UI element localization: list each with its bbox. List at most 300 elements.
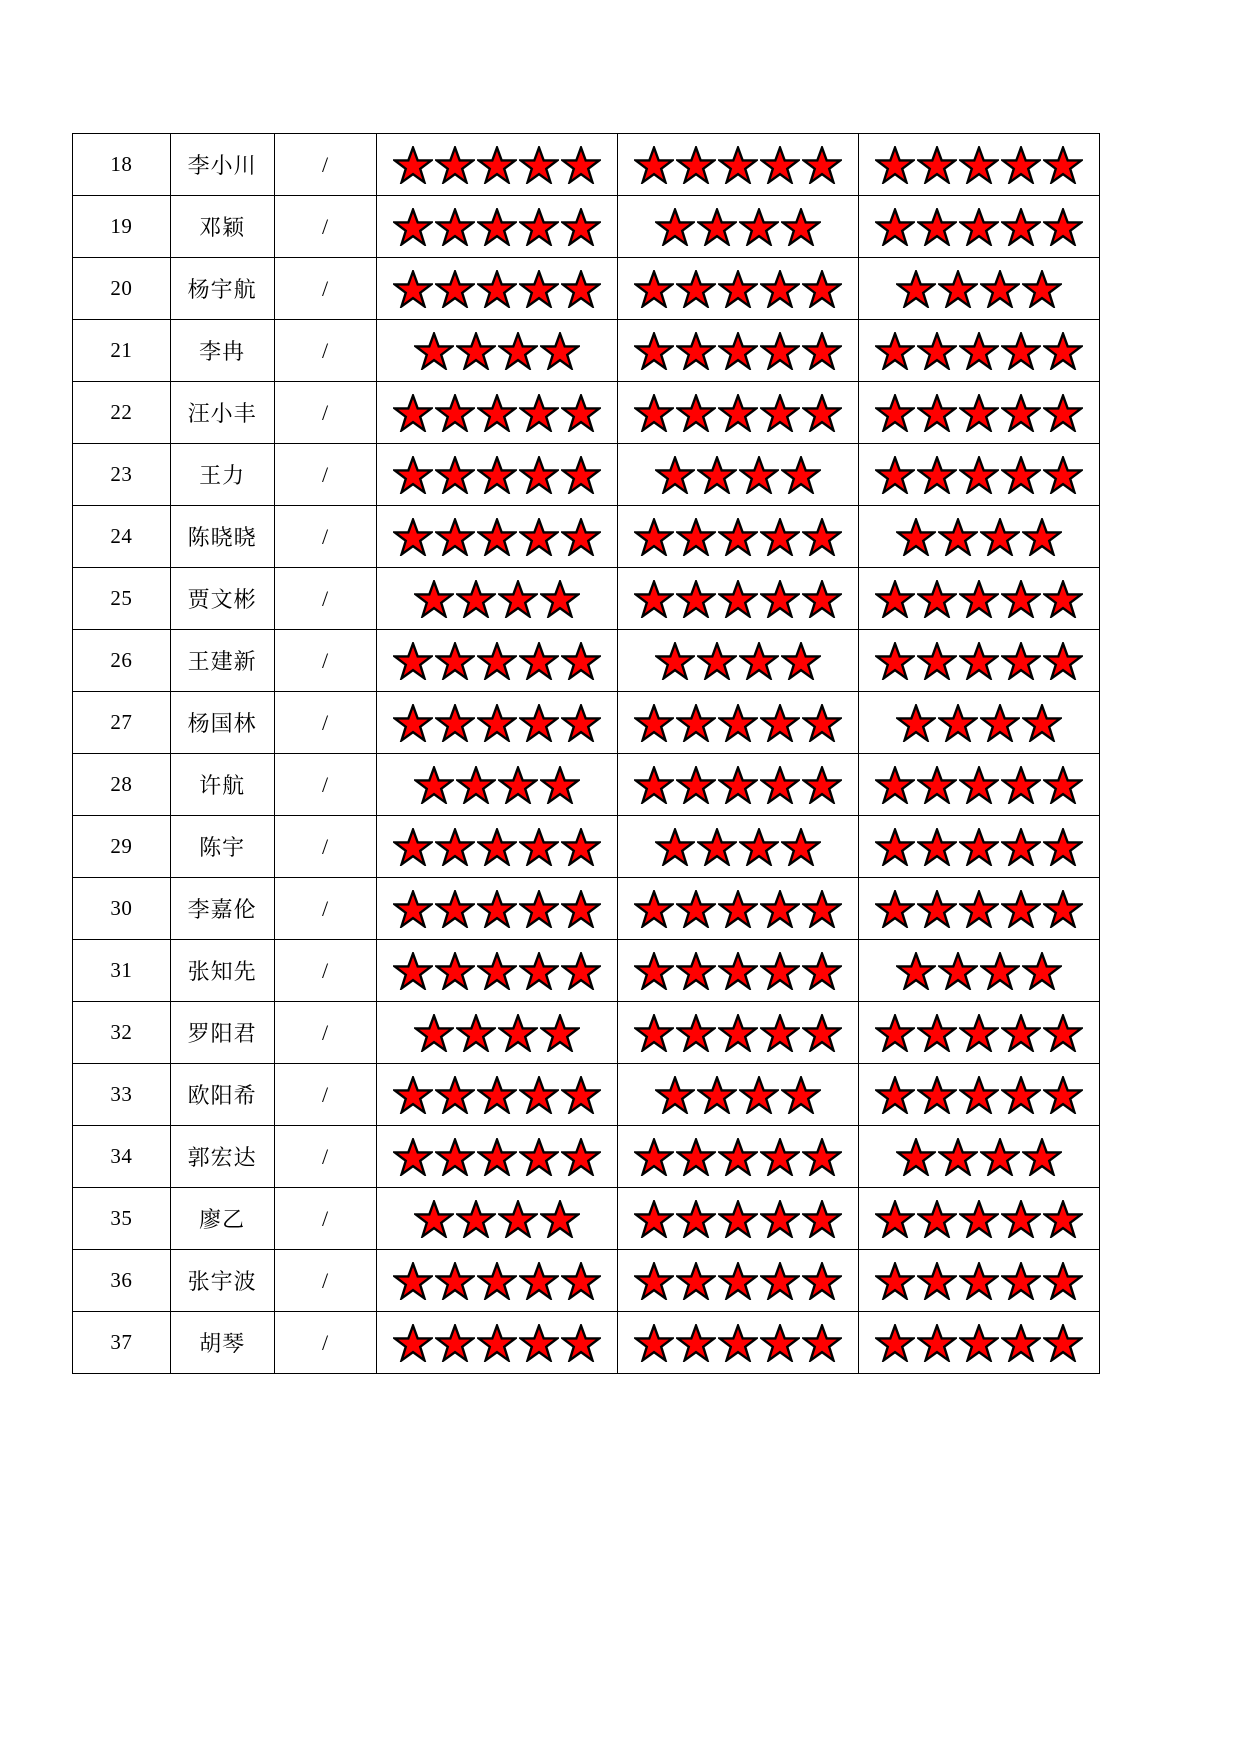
star-icon (938, 1138, 978, 1176)
star-group (618, 320, 858, 381)
row-person-name: 王力 (170, 444, 274, 506)
row-person-name: 欧阳希 (170, 1064, 274, 1126)
star-icon (959, 146, 999, 184)
star-icon (896, 1138, 936, 1176)
star-icon (676, 1200, 716, 1238)
star-icon (456, 580, 496, 618)
star-icon (498, 1014, 538, 1052)
star-icon (875, 766, 915, 804)
star-icon (498, 332, 538, 370)
star-group (377, 1250, 617, 1311)
star-icon (676, 580, 716, 618)
star-icon (959, 456, 999, 494)
star-icon (676, 394, 716, 432)
row-star-rating (858, 382, 1099, 444)
star-icon (519, 518, 559, 556)
row-person-name: 李冉 (170, 320, 274, 382)
row-star-rating (376, 692, 617, 754)
row-star-rating (858, 196, 1099, 258)
row-star-rating (376, 196, 617, 258)
star-group (859, 692, 1099, 753)
star-group (859, 320, 1099, 381)
star-icon (781, 208, 821, 246)
row-star-rating (858, 258, 1099, 320)
star-icon (519, 828, 559, 866)
star-icon (760, 394, 800, 432)
star-icon (477, 146, 517, 184)
star-icon (477, 1138, 517, 1176)
star-icon (718, 952, 758, 990)
star-icon (456, 1014, 496, 1052)
row-star-rating (376, 444, 617, 506)
star-icon (540, 580, 580, 618)
star-icon (634, 1014, 674, 1052)
star-icon (561, 146, 601, 184)
row-person-name: 贾文彬 (170, 568, 274, 630)
row-star-rating (617, 320, 858, 382)
star-icon (959, 766, 999, 804)
star-icon (896, 270, 936, 308)
table-row (73, 1126, 1100, 1188)
star-icon (676, 332, 716, 370)
star-icon (393, 146, 433, 184)
star-icon (875, 1262, 915, 1300)
star-icon (959, 1324, 999, 1362)
table-row (73, 1064, 1100, 1126)
star-group (618, 630, 858, 691)
row-star-rating (376, 816, 617, 878)
star-icon (393, 270, 433, 308)
star-icon (561, 952, 601, 990)
star-icon (435, 1138, 475, 1176)
star-icon (1001, 890, 1041, 928)
star-icon (1022, 518, 1062, 556)
table-row (73, 134, 1100, 196)
star-group (377, 1002, 617, 1063)
row-star-rating (376, 630, 617, 692)
star-icon (1001, 828, 1041, 866)
star-icon (676, 704, 716, 742)
table-row (73, 754, 1100, 816)
star-icon (760, 704, 800, 742)
row-star-rating (858, 444, 1099, 506)
star-icon (435, 394, 475, 432)
star-icon (697, 828, 737, 866)
row-person-name: 张知先 (170, 940, 274, 1002)
star-icon (519, 642, 559, 680)
star-group (859, 630, 1099, 691)
star-icon (917, 1262, 957, 1300)
star-icon (760, 146, 800, 184)
star-group (618, 196, 858, 257)
star-icon (477, 704, 517, 742)
star-icon (718, 1200, 758, 1238)
star-icon (697, 456, 737, 494)
star-icon (477, 1324, 517, 1362)
star-icon (802, 1324, 842, 1362)
row-star-rating (376, 1002, 617, 1064)
star-icon (435, 890, 475, 928)
star-icon (760, 332, 800, 370)
star-icon (802, 890, 842, 928)
star-icon (959, 1262, 999, 1300)
star-icon (1043, 146, 1083, 184)
star-group (859, 1312, 1099, 1373)
star-icon (393, 952, 433, 990)
star-group (618, 382, 858, 443)
row-index: 19 (73, 196, 171, 258)
row-star-rating (617, 940, 858, 1002)
row-star-rating (376, 940, 617, 1002)
star-group (859, 196, 1099, 257)
row-star-rating (376, 506, 617, 568)
star-icon (634, 1262, 674, 1300)
star-group (859, 754, 1099, 815)
star-group (377, 878, 617, 939)
star-group (618, 1002, 858, 1063)
star-icon (1022, 1138, 1062, 1176)
star-icon (917, 828, 957, 866)
star-group (859, 134, 1099, 195)
star-icon (435, 642, 475, 680)
star-icon (519, 146, 559, 184)
row-star-rating (376, 1188, 617, 1250)
star-icon (718, 270, 758, 308)
star-group (618, 692, 858, 753)
star-icon (655, 642, 695, 680)
star-icon (519, 1076, 559, 1114)
star-icon (917, 394, 957, 432)
star-icon (938, 704, 978, 742)
row-star-rating (617, 568, 858, 630)
star-icon (435, 518, 475, 556)
star-group (618, 568, 858, 629)
star-icon (959, 580, 999, 618)
star-icon (561, 890, 601, 928)
star-icon (802, 952, 842, 990)
table-row (73, 506, 1100, 568)
star-icon (896, 952, 936, 990)
star-icon (561, 1138, 601, 1176)
star-icon (718, 394, 758, 432)
star-icon (875, 890, 915, 928)
row-star-rating (858, 134, 1099, 196)
row-index: 34 (73, 1126, 171, 1188)
star-group (377, 506, 617, 567)
star-icon (917, 1324, 957, 1362)
star-icon (435, 270, 475, 308)
star-icon (697, 642, 737, 680)
star-icon (959, 642, 999, 680)
row-person-name: 郭宏达 (170, 1126, 274, 1188)
star-icon (561, 208, 601, 246)
star-icon (414, 766, 454, 804)
star-icon (655, 456, 695, 494)
row-index: 29 (73, 816, 171, 878)
star-icon (498, 580, 538, 618)
star-icon (1001, 766, 1041, 804)
star-icon (1043, 1262, 1083, 1300)
star-group (377, 134, 617, 195)
table-row (73, 1002, 1100, 1064)
star-icon (414, 332, 454, 370)
row-person-name: 杨国林 (170, 692, 274, 754)
star-icon (938, 270, 978, 308)
star-icon (917, 146, 957, 184)
star-icon (1043, 332, 1083, 370)
row-star-rating (858, 320, 1099, 382)
star-icon (718, 580, 758, 618)
star-icon (802, 1138, 842, 1176)
star-group (377, 816, 617, 877)
row-star-rating (617, 1126, 858, 1188)
star-group (618, 1126, 858, 1187)
star-icon (760, 1138, 800, 1176)
star-icon (917, 766, 957, 804)
row-mark: / (274, 1064, 376, 1126)
star-icon (435, 456, 475, 494)
row-star-rating (376, 1064, 617, 1126)
star-group (377, 1126, 617, 1187)
row-mark: / (274, 1188, 376, 1250)
star-icon (938, 518, 978, 556)
star-icon (634, 518, 674, 556)
star-icon (1001, 456, 1041, 494)
row-person-name: 邓颖 (170, 196, 274, 258)
star-icon (1043, 580, 1083, 618)
row-star-rating (617, 382, 858, 444)
star-group (859, 816, 1099, 877)
star-icon (519, 890, 559, 928)
star-icon (498, 1200, 538, 1238)
star-icon (718, 704, 758, 742)
star-group (377, 568, 617, 629)
row-star-rating (858, 1002, 1099, 1064)
star-group (618, 816, 858, 877)
star-icon (718, 146, 758, 184)
row-star-rating (858, 692, 1099, 754)
row-mark: / (274, 134, 376, 196)
star-icon (739, 828, 779, 866)
star-icon (393, 1138, 433, 1176)
star-group (859, 382, 1099, 443)
row-index: 36 (73, 1250, 171, 1312)
star-icon (917, 580, 957, 618)
star-icon (634, 270, 674, 308)
star-icon (655, 828, 695, 866)
star-icon (739, 456, 779, 494)
star-icon (718, 890, 758, 928)
star-icon (875, 1014, 915, 1052)
row-mark: / (274, 940, 376, 1002)
star-icon (519, 704, 559, 742)
star-group (859, 258, 1099, 319)
star-icon (519, 1262, 559, 1300)
star-icon (676, 518, 716, 556)
row-index: 22 (73, 382, 171, 444)
star-icon (718, 332, 758, 370)
row-star-rating (617, 444, 858, 506)
star-icon (875, 146, 915, 184)
star-icon (980, 1138, 1020, 1176)
star-icon (477, 208, 517, 246)
star-icon (875, 394, 915, 432)
star-icon (1043, 1324, 1083, 1362)
star-icon (634, 146, 674, 184)
star-icon (1001, 394, 1041, 432)
row-star-rating (858, 1064, 1099, 1126)
star-icon (634, 890, 674, 928)
row-index: 31 (73, 940, 171, 1002)
row-star-rating (617, 630, 858, 692)
table-row (73, 258, 1100, 320)
row-star-rating (376, 134, 617, 196)
star-icon (959, 394, 999, 432)
star-icon (1043, 766, 1083, 804)
star-icon (540, 1014, 580, 1052)
star-icon (477, 1262, 517, 1300)
row-person-name: 李嘉伦 (170, 878, 274, 940)
row-mark: / (274, 1126, 376, 1188)
row-index: 25 (73, 568, 171, 630)
star-icon (393, 704, 433, 742)
star-group (618, 444, 858, 505)
table-row (73, 320, 1100, 382)
star-icon (561, 1076, 601, 1114)
row-person-name: 杨宇航 (170, 258, 274, 320)
star-group (618, 1312, 858, 1373)
table-row (73, 444, 1100, 506)
star-icon (393, 456, 433, 494)
row-star-rating (617, 1064, 858, 1126)
star-icon (414, 1014, 454, 1052)
star-icon (917, 332, 957, 370)
star-icon (802, 332, 842, 370)
star-icon (1001, 1324, 1041, 1362)
star-icon (739, 208, 779, 246)
star-icon (1001, 146, 1041, 184)
star-icon (1043, 208, 1083, 246)
row-index: 23 (73, 444, 171, 506)
row-mark: / (274, 444, 376, 506)
row-mark: / (274, 754, 376, 816)
star-icon (802, 146, 842, 184)
row-index: 33 (73, 1064, 171, 1126)
row-star-rating (617, 506, 858, 568)
table-row (73, 1312, 1100, 1374)
row-star-rating (858, 816, 1099, 878)
star-icon (634, 952, 674, 990)
star-icon (760, 1324, 800, 1362)
star-icon (1001, 642, 1041, 680)
star-icon (540, 332, 580, 370)
star-icon (781, 828, 821, 866)
star-icon (875, 580, 915, 618)
star-icon (718, 1324, 758, 1362)
star-icon (917, 642, 957, 680)
star-icon (435, 828, 475, 866)
star-icon (676, 952, 716, 990)
row-index: 27 (73, 692, 171, 754)
star-icon (1043, 1076, 1083, 1114)
row-star-rating (617, 878, 858, 940)
row-star-rating (376, 754, 617, 816)
star-icon (477, 952, 517, 990)
star-group (377, 940, 617, 1001)
table-row (73, 382, 1100, 444)
row-star-rating (376, 320, 617, 382)
star-icon (875, 1076, 915, 1114)
star-group (377, 630, 617, 691)
star-icon (781, 456, 821, 494)
row-index: 28 (73, 754, 171, 816)
star-icon (540, 1200, 580, 1238)
star-icon (875, 642, 915, 680)
row-index: 35 (73, 1188, 171, 1250)
star-icon (760, 1262, 800, 1300)
star-icon (634, 394, 674, 432)
star-icon (917, 890, 957, 928)
star-icon (519, 208, 559, 246)
star-icon (697, 208, 737, 246)
star-icon (393, 828, 433, 866)
row-star-rating (858, 754, 1099, 816)
star-icon (802, 270, 842, 308)
star-icon (477, 518, 517, 556)
star-group (618, 1064, 858, 1125)
star-group (377, 1312, 617, 1373)
star-icon (477, 394, 517, 432)
star-icon (519, 270, 559, 308)
star-icon (1043, 828, 1083, 866)
row-star-rating (376, 1250, 617, 1312)
star-icon (802, 518, 842, 556)
star-icon (781, 1076, 821, 1114)
row-person-name: 王建新 (170, 630, 274, 692)
star-group (859, 1250, 1099, 1311)
star-icon (1022, 952, 1062, 990)
star-icon (561, 642, 601, 680)
star-icon (393, 394, 433, 432)
star-icon (802, 580, 842, 618)
star-icon (760, 952, 800, 990)
table-row (73, 1250, 1100, 1312)
star-icon (676, 766, 716, 804)
row-person-name: 汪小丰 (170, 382, 274, 444)
row-star-rating (858, 630, 1099, 692)
row-mark: / (274, 878, 376, 940)
star-icon (959, 1076, 999, 1114)
row-mark: / (274, 196, 376, 258)
star-group (377, 444, 617, 505)
star-icon (917, 456, 957, 494)
star-icon (519, 456, 559, 494)
star-icon (718, 1014, 758, 1052)
row-index: 18 (73, 134, 171, 196)
row-star-rating (617, 754, 858, 816)
table-row (73, 816, 1100, 878)
star-icon (634, 1324, 674, 1362)
star-icon (1043, 642, 1083, 680)
star-icon (477, 890, 517, 928)
row-index: 26 (73, 630, 171, 692)
star-group (859, 568, 1099, 629)
star-icon (456, 766, 496, 804)
star-icon (875, 1324, 915, 1362)
star-icon (739, 1076, 779, 1114)
row-star-rating (858, 1250, 1099, 1312)
row-person-name: 胡琴 (170, 1312, 274, 1374)
